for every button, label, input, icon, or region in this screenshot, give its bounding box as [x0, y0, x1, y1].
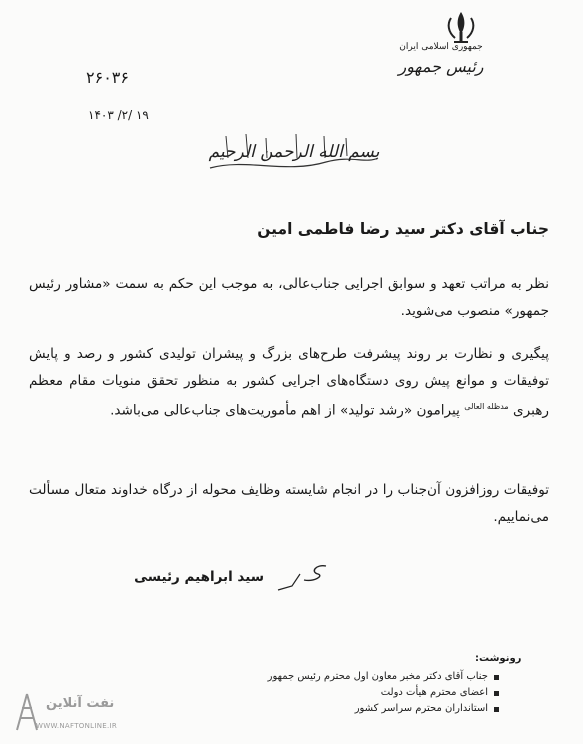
document-date: ۱۴۰۳ /۲/ ۱۹ [88, 108, 149, 122]
signer-name: سید ابراهیم رئیسی [134, 569, 264, 585]
cc-item [268, 669, 499, 685]
document-number: ۲۶۰۳۶ [86, 68, 129, 87]
watermark-url: WWW.NAFTONLINE.IR [36, 722, 118, 730]
bismillah-text: بسم الله الرحمن الرحیم [208, 142, 380, 162]
recipient: جناب آقای دکتر سید رضا فاطمی امین [257, 220, 549, 238]
cc-item-text: اعضای محترم هیأت دولت [380, 687, 488, 698]
bullet-icon [494, 707, 499, 712]
paragraph-duties [29, 341, 549, 424]
paragraph-closing: توفیقات روزافزون آن‌جناب را در انجام شایسته وظایف محوله از درگاه خداوند متعال مسألت می‌نماییم. [29, 482, 549, 525]
paragraph-appointment: نظر به مراتب تعهد و سوابق اجرایی جناب‌عالی، به موجب این حکم به سمت «مشاور رئیس جمهور» منصوب می‌شوید. [29, 276, 549, 319]
cc-item-text: جناب آقای دکتر مخبر معاون اول محترم رئیس جمهور [267, 671, 488, 682]
bullet-icon [494, 675, 499, 680]
bismillah-calligraphy [206, 128, 382, 178]
iran-emblem-icon [439, 8, 483, 46]
cc-item [268, 701, 499, 717]
header-office: رئیس جمهور [398, 57, 484, 76]
cc-title: رونوشت: [475, 653, 522, 664]
header-country: جمهوری اسلامی ایران [399, 42, 483, 52]
honorific-superscript: مدظله العالی [464, 402, 509, 411]
paragraph-duties-part1: پیگیری و نظارت بر روند پیشرفت طرح‌های بزرگ و پیشران تولیدی کشور و رصد و پایش توفیقات و موانع پیش روی دستگاه‌های اجرایی کشور به منظور تحقق منویات مقام معظم رهبری [29, 346, 549, 419]
cc-list [268, 669, 499, 717]
paragraph-duties-part2: پیرامون «رشد تولید» از اهم مأموریت‌های جناب‌عالی می‌باشد. [110, 402, 460, 419]
cc-item [268, 685, 499, 701]
watermark [10, 688, 170, 742]
watermark-text: نفت آنلاین [46, 696, 115, 711]
bullet-icon [494, 691, 499, 696]
handwritten-signature-icon [270, 560, 334, 594]
cc-item-text: استانداران محترم سراسر کشور [354, 703, 488, 714]
